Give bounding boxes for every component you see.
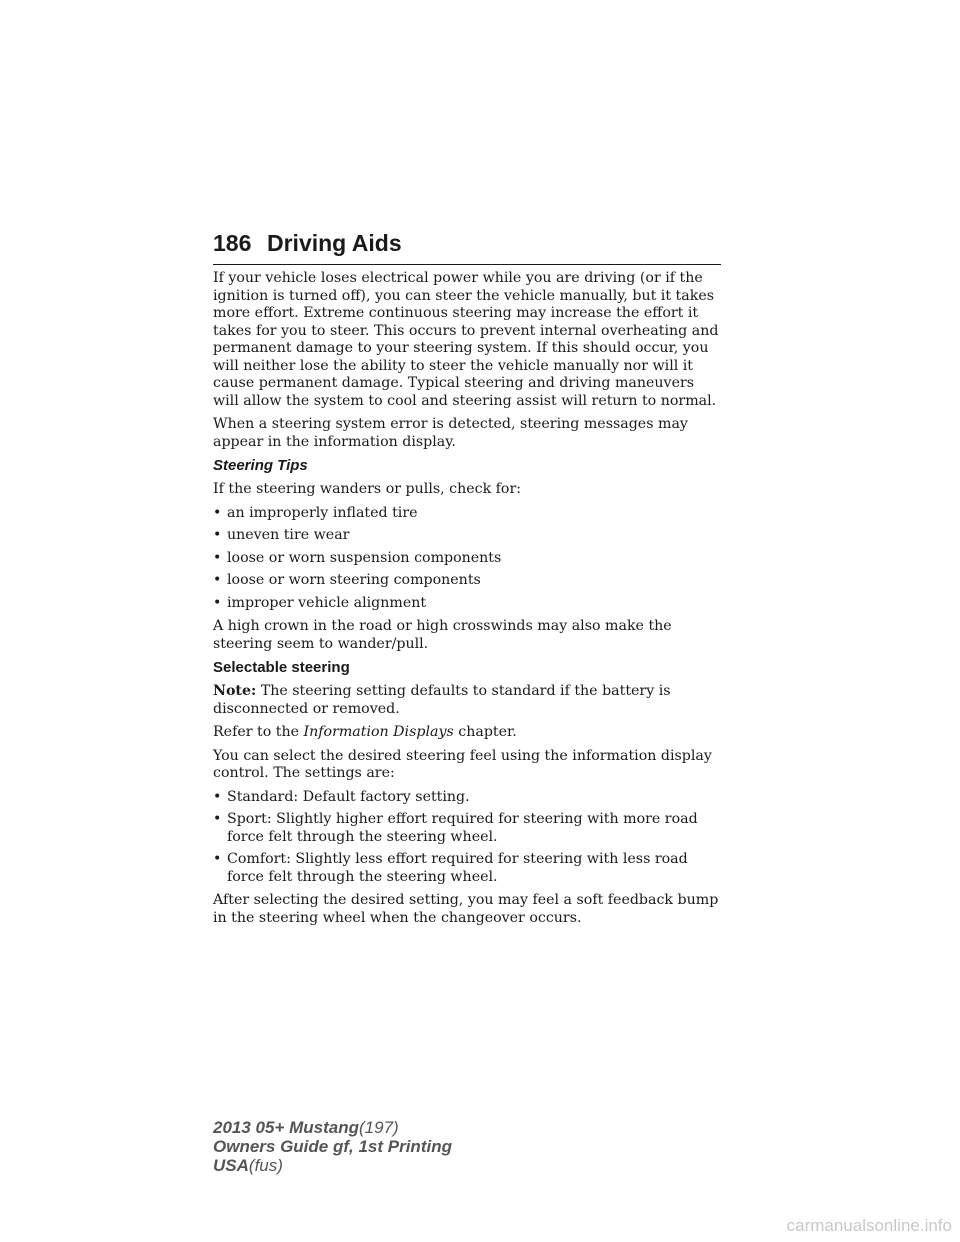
list-item-text: improper vehicle alignment bbox=[227, 594, 427, 611]
paragraph-error-messages: When a steering system error is detected, steering messages may appear in the information display. bbox=[213, 416, 688, 450]
bullet-icon: • bbox=[213, 504, 222, 521]
list-item bbox=[213, 595, 723, 613]
footer-model: 2013 05+ Mustang bbox=[213, 1118, 359, 1137]
paragraph-crosswinds: A high crown in the road or high crosswinds may also make the steering seem to wander/pull. bbox=[213, 618, 672, 652]
steering-tips-intro: If the steering wanders or pulls, check for: bbox=[213, 481, 522, 497]
footer-edition: Owners Guide gf, 1st Printing bbox=[213, 1137, 452, 1156]
footer-page-ref: (197) bbox=[359, 1118, 399, 1137]
bullet-icon: • bbox=[213, 594, 222, 611]
paragraph-feedback-bump: After selecting the desired setting, you may feel a soft feedback bump in the steering wheel when the changeover occurs. bbox=[213, 892, 719, 926]
print-footer bbox=[213, 1118, 452, 1175]
list-item bbox=[213, 851, 723, 886]
paragraph-power-loss: If your vehicle loses electrical power while you are driving (or if the ignition is turned off), you can steer the vehicle manually, but it takes more effort. Extreme continuous steering may increase the effort it takes for you to steer. This occurs to prevent internal overheating and permanent damage to your steering system. If this should occur, you will neither lose the ability to steer the vehicle manually nor will it cause permanent damage. Typical steering and driving maneuvers will allow the system to cool and steering assist will return to normal. bbox=[213, 270, 719, 409]
bullet-icon: • bbox=[213, 851, 222, 867]
refer-paragraph bbox=[213, 724, 723, 742]
list-item bbox=[213, 811, 723, 846]
page-content bbox=[213, 270, 723, 933]
selectable-steering-heading: Selectable steering bbox=[213, 659, 350, 676]
note-paragraph bbox=[213, 683, 723, 718]
refer-suffix: chapter. bbox=[458, 724, 517, 740]
note-label: Note: bbox=[213, 683, 257, 699]
steering-settings-list bbox=[213, 789, 723, 887]
page-header bbox=[213, 224, 721, 265]
steering-tips-list bbox=[213, 505, 723, 613]
chapter-reference: Information Displays bbox=[303, 724, 454, 740]
list-item-text: Comfort: Slightly less effort required for steering with less road force felt through the steering wheel. bbox=[227, 851, 688, 885]
list-item-text: loose or worn suspension components bbox=[227, 549, 502, 566]
list-item bbox=[213, 550, 723, 568]
list-item-text: Standard: Default factory setting. bbox=[227, 788, 470, 805]
list-item bbox=[213, 572, 723, 590]
list-item-text: Sport: Slightly higher effort required for steering with more road force felt through the steering wheel. bbox=[227, 811, 698, 845]
list-item bbox=[213, 527, 723, 545]
footer-line-3 bbox=[213, 1156, 452, 1175]
list-item bbox=[213, 505, 723, 523]
paragraph-select-feel: You can select the desired steering feel using the information display control. The settings are: bbox=[213, 747, 712, 781]
section-title: Driving Aids bbox=[267, 230, 402, 256]
footer-market: USA bbox=[213, 1156, 249, 1175]
refer-prefix: Refer to the bbox=[213, 724, 300, 740]
footer-market-code: (fus) bbox=[248, 1156, 283, 1175]
list-item-text: an improperly inflated tire bbox=[227, 504, 418, 521]
bullet-icon: • bbox=[213, 549, 222, 566]
steering-tips-heading: Steering Tips bbox=[213, 457, 308, 474]
note-text: The steering setting defaults to standard if the battery is disconnected or removed. bbox=[213, 683, 671, 717]
bullet-icon: • bbox=[213, 527, 222, 543]
list-item-text: loose or worn steering components bbox=[227, 572, 481, 588]
watermark: carmanualsonline.info bbox=[786, 1216, 952, 1235]
list-item-text: uneven tire wear bbox=[227, 527, 350, 543]
list-item bbox=[213, 789, 723, 807]
bullet-icon: • bbox=[213, 572, 222, 588]
footer-line-1 bbox=[213, 1118, 452, 1137]
bullet-icon: • bbox=[213, 811, 222, 827]
bullet-icon: • bbox=[213, 788, 222, 805]
page-number: 186 bbox=[213, 230, 252, 256]
footer-line-2 bbox=[213, 1137, 452, 1156]
